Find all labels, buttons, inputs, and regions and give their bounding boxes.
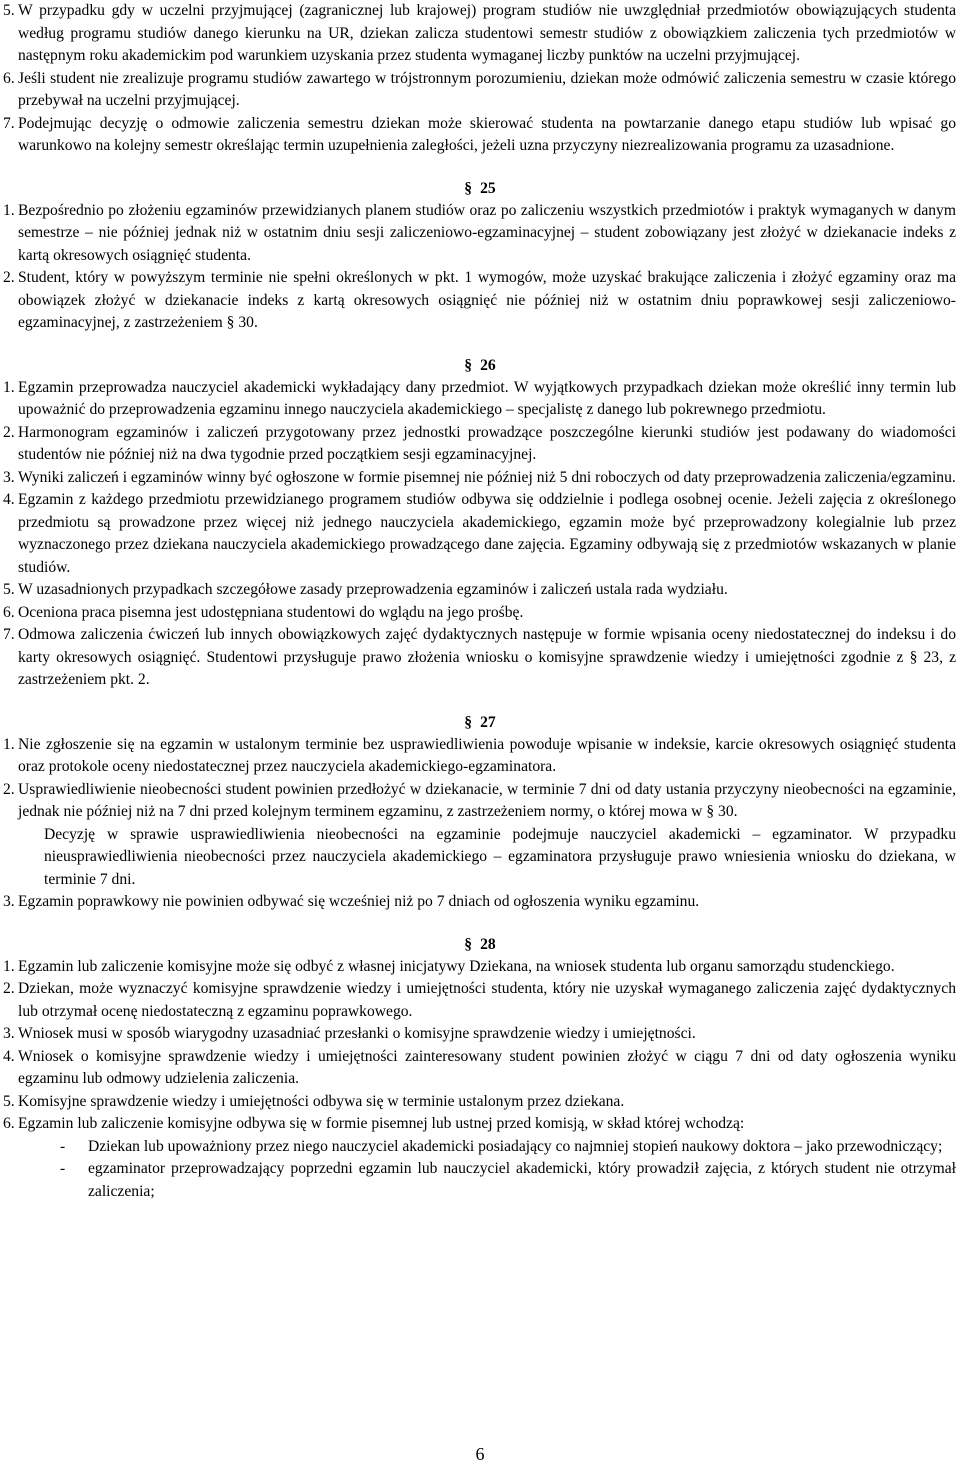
list-item [0,267,960,335]
item-number: 5. [3,1092,15,1110]
item-number: 7. [3,114,15,132]
list-item [0,602,960,625]
item-text: Podejmując decyzję o odmowie zaliczenia semestru dziekan może skierować studenta na powtarzanie danego etapu studiów lub wpisać go warunkowo na kolejny semestr określając termin uzupełnienia zaległości, jeżeli uzna przyczyny niezrealizowania programu za uzasadnione. [18,114,956,154]
item-text: Usprawiedliwienie nieobecności student powinien przedłożyć w dziekanacie, w terminie 7 dni od daty ustania przyczyny nieobecności na egzaminie, jednak nie później niż na 7 dni przed kolejnym terminem egzaminu, z zastrzeżeniem normy, o której mowa w § 30. [18,780,956,820]
item-number: 6. [3,69,15,87]
dash-list-item [0,1158,960,1203]
section-27 [0,734,960,914]
list-item [0,467,960,490]
item-text: egzaminator przeprowadzający poprzedni egzamin lub nauczyciel akademicki, który prowadził zajęcia, z których student nie otrzymał zaliczenia; [88,1160,956,1200]
list-item [0,68,960,113]
dash-bullet: - [60,1137,66,1155]
list-item [0,377,960,422]
item-text: Harmonogram egzaminów i zaliczeń przygotowany przez jednostki prowadzące poszczególne kierunki studiów jest podawany do wiadomości studentów nie później niż na dwa tygodnie przed początkiem sesji egzaminacyjnej. [18,423,956,463]
list-item [0,956,960,979]
item-text: Egzamin lub zaliczenie komisyjne może się odbyć z własnej inicjatywy Dziekana, na wniosek studenta lub organu samorządu studenckiego. [18,957,895,975]
item-number: 3. [3,468,15,486]
section-heading-26 [0,355,960,377]
list-item [0,1091,960,1114]
item-text: Egzamin poprawkowy nie powinien odbywać się wcześniej niż po 7 dniach od ogłoszenia wyniku egzaminu. [18,893,700,910]
item-number: 7. [3,626,15,643]
section-number: 28 [480,935,496,953]
item-text: Dziekan lub upoważniony przez niego nauczyciel akademicki posiadający co najmniej stopień naukowy doktora – jako przewodniczący; [88,1137,943,1155]
item-number: 3. [3,1025,15,1042]
section-number: 27 [480,713,496,731]
item-text: Student, który w powyższym terminie nie spełni określonych w pkt. 1 wymogów, może uzyskać brakujące zaliczenia i złożyć egzaminy oraz ma obowiązek złożyć w dziekanacie indeks z kartą okresowych osiągnięć nie później niż w ostatnim dniu poprawkowej sesji zaliczeniowo-egzaminacyjnej, z zastrzeżeniem § 30. [18,269,956,331]
item-number: 4. [3,491,15,508]
list-item [0,579,960,602]
item-number: 4. [3,1047,15,1065]
item-text: Egzamin z każdego przedmiotu przewidzianego programem studiów odbywa się oddzielnie i podlega osobnej ocenie. Jeżeli zajęcia z określonego przedmiotu są prowadzone przez więcej niż jednego nauczyciela akademickiego, egzamin może być przeprowadzony kolegialnie lub przez wyznaczonego przez dziekana nauczyciela akademickiego prowadzącego dane zajęcia. Egzaminy odbywają się z przedmiotów wskazanych w planie studiów. [18,491,956,576]
item-number: 2. [3,423,15,441]
section-symbol: § [464,935,473,953]
list-item-continuation: Decyzję w sprawie usprawiedliwienia nieobecności na egzaminie podejmuje nauczyciel akademicki – egzaminator. W przypadku nieusprawiedliwienia nieobecności przez nauczyciela akademickiego – egzaminatora przysługuje prawo wniesienia wniosku do dziekana, w terminie 7 dni. [44,825,956,888]
list-item [0,0,960,68]
section-heading-25 [0,178,960,200]
item-text: Dziekan, może wyznaczyć komisyjne sprawdzenie wiedzy i umiejętności studenta, który nie uzyskał wymaganego zaliczenia zajęć dydaktycznych lub otrzymał ocenę niedostateczną z egzaminu poprawkowego. [18,980,956,1020]
dash-list-item [0,1136,960,1159]
prev-section [0,0,960,158]
list-item [0,1113,960,1136]
item-text: Oceniona praca pisemna jest udostępniana studentowi do wglądu na jego prośbę. [18,603,524,621]
section-25 [0,200,960,335]
item-number: 5. [3,581,15,598]
item-text: Jeśli student nie zrealizuje programu studiów zawartego w trójstronnym porozumieniu, dziekan może odmówić zaliczenia semestru w czasie którego przebywał na uczelni przyjmującej. [18,69,956,109]
item-number: 6. [3,603,15,621]
item-text: Egzamin lub zaliczenie komisyjne odbywa się w formie pisemnej lub ustnej przed komisją, w skład której wchodzą: [18,1115,745,1132]
item-text: Komisyjne sprawdzenie wiedzy i umiejętności odbywa się w terminie ustalonym przez dziekana. [18,1092,625,1110]
item-number: 1. [3,378,15,396]
list-item [0,624,960,692]
item-number: 2. [3,980,15,997]
section-heading-27 [0,712,960,734]
list-item [0,978,960,1023]
section-heading-28 [0,934,960,956]
section-number: 25 [480,179,496,197]
item-text: Egzamin przeprowadza nauczyciel akademicki wykładający dany przedmiot. W wyjątkowych przypadkach dziekan może określić inny termin lub upoważnić do przeprowadzenia egzaminu innego nauczyciela akademickiego – specjalistę z danego lub pokrewnego przedmiotu. [18,378,956,418]
list-item [0,113,960,158]
section-symbol: § [464,179,473,197]
item-text: Nie zgłoszenie się na egzamin w ustalonym terminie bez usprawiedliwienia powoduje wpisanie w indeksie, karcie okresowych osiągnięć studenta oraz protokole oceny niedostatecznej przez nauczyciela akademickiego-egzaminatora. [18,735,956,775]
list-item [0,489,960,579]
list-item [0,200,960,268]
dash-bullet: - [60,1160,66,1177]
item-number: 2. [3,269,15,286]
item-number: 2. [3,780,15,798]
section-number: 26 [480,356,496,374]
item-number: 6. [3,1115,15,1132]
item-number: 5. [3,2,15,19]
item-text: W uzasadnionych przypadkach szczegółowe zasady przeprowadzenia egzaminów i zaliczeń ustala rada wydziału. [18,581,728,598]
list-item [0,1046,960,1091]
item-number: 1. [3,735,15,753]
section-26 [0,377,960,692]
section-symbol: § [464,356,473,374]
item-number: 1. [3,201,15,219]
list-item [0,891,960,914]
page-number: 6 [475,1444,485,1464]
item-number: 3. [3,893,15,910]
item-text: W przypadku gdy w uczelni przyjmującej (zagranicznej lub krajowej) program studiów nie uwzględniał przedmiotów obowiązujących studenta według programu studiów danego kierunku na UR, dziekan zalicza studentowi semestr studiów z obowiązkiem zaliczenia tych przedmiotów w następnym roku akademickim pod warunkiem uzyskania przez studenta wymaganej liczby punktów na uczelni przyjmującej. [18,2,956,64]
item-text: Wniosek musi w sposób wiarygodny uzasadniać przesłanki o komisyjne sprawdzenie wiedzy i umiejętności. [18,1025,696,1042]
section-symbol: § [464,713,473,731]
list-item [0,734,960,779]
list-item [0,1023,960,1046]
item-text: Wniosek o komisyjne sprawdzenie wiedzy i umiejętności zainteresowany student powinien złożyć w ciągu 7 dni od daty ogłoszenia wyniku egzaminu lub odmowy udzielenia zaliczenia. [18,1047,956,1087]
list-item [0,422,960,467]
item-text: Bezpośrednio po złożeniu egzaminów przewidzianych planem studiów oraz po zaliczeniu wszystkich przedmiotów i praktyk wymaganych w danym semestrze – nie później jednak niż w ostatnim dniu sesji zaliczeniowo-egzaminacyjnej – student zobowiązany jest złożyć w dziekanacie indeks z kartą okresowych osiągnięć studenta. [18,201,956,264]
item-text: Wyniki zaliczeń i egzaminów winny być ogłoszone w formie pisemnej nie później niż 5 dni roboczych od daty przeprowadzenia zaliczenia/egzaminu. [18,468,956,486]
section-28 [0,956,960,1204]
item-number: 1. [3,957,15,975]
list-item [0,779,960,824]
item-text: Odmowa zaliczenia ćwiczeń lub innych obowiązkowych zajęć dydaktycznych następuje w formie wpisania oceny niedostatecznej do indeksu i do karty okresowych osiągnięć. Studentowi przysługuje prawo złożenia wniosku o komisyjne sprawdzenie wiedzy i umiejętności zgodnie z § 23, z zastrzeżeniem pkt. 2. [18,626,956,688]
